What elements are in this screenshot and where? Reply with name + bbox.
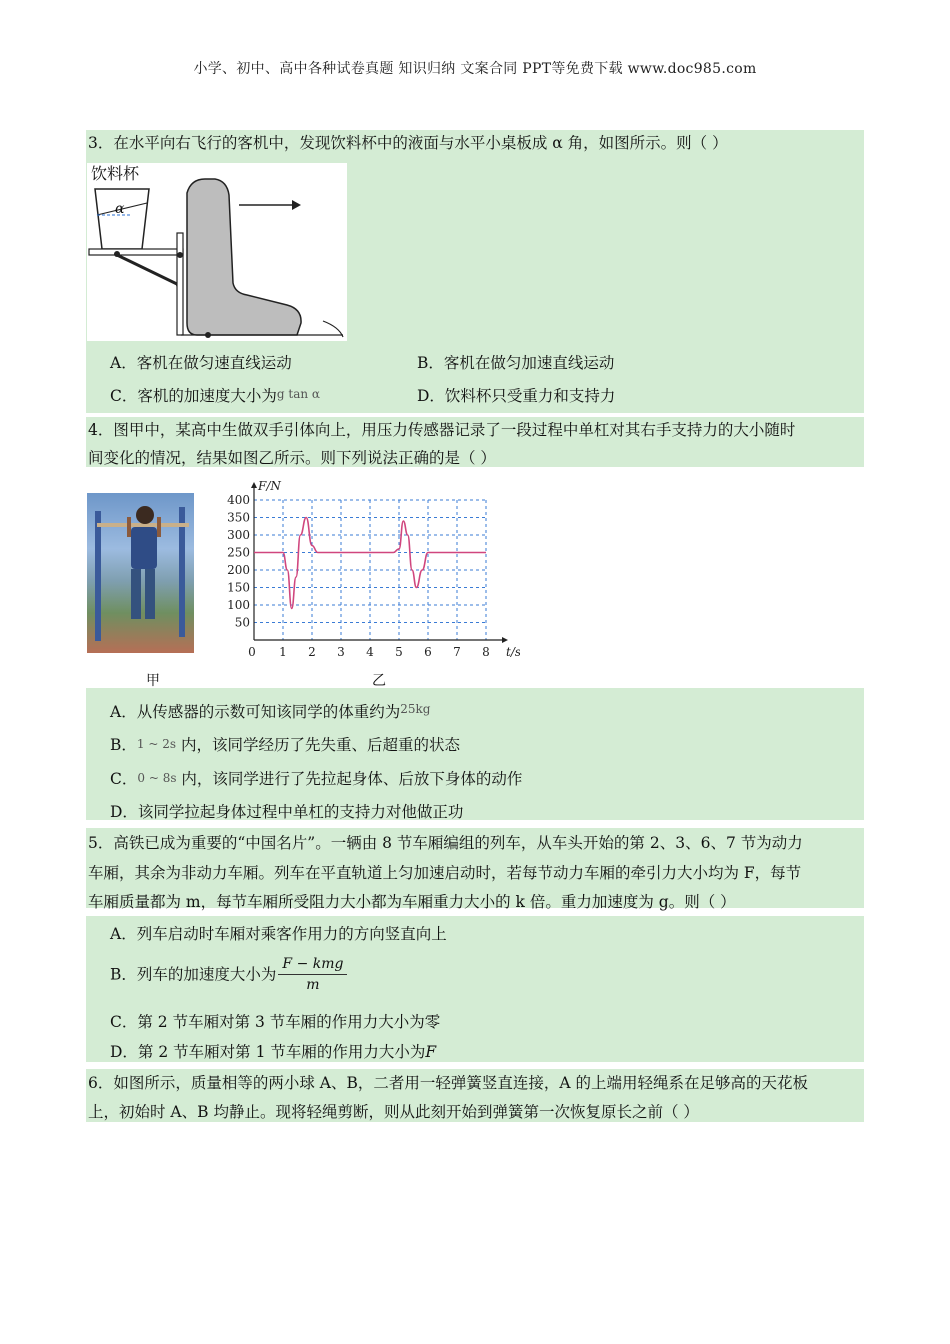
q3-stem: 3．在水平向右飞行的客机中，发现饮料杯中的液面与水平小桌板成 α 角，如图所示。则（ ） — [88, 134, 728, 152]
y-tick-label: 200 — [227, 563, 250, 577]
y-tick-label: 50 — [234, 615, 250, 630]
x-tick-label: 2 — [308, 645, 316, 659]
x-tick-label: 4 — [366, 645, 374, 659]
x-axis-label: t/s — [506, 645, 520, 659]
q3-figure-label: 饮料杯 — [91, 164, 140, 183]
x-tick-label: 6 — [424, 645, 432, 659]
q5-option-b-text: B．列车的加速度大小为 — [110, 965, 277, 984]
q4-figure-label-yi: 乙 — [372, 673, 386, 689]
q3-option-b: B．客机在做匀加速直线运动 — [417, 354, 615, 372]
q4-option-b-prefix: B． — [110, 736, 137, 754]
q4-option-b-text: 内，该同学经历了先失重、后超重的状态 — [176, 736, 460, 754]
q5-stem-line2: 车厢，其余为非动力车厢。列车在平直轨道上匀加速启动时，若每节动力车厢的牵引力大小均为 F，每节 — [88, 864, 802, 882]
q5-stem-line3: 车厢质量都为 m，每节车厢所受阻力大小都为车厢重力大小的 k 倍。重力加速度为 g。则（ ） — [88, 893, 736, 911]
q3-alpha-label: α — [115, 201, 125, 217]
q5-option-b-fraction — [278, 954, 347, 995]
y-tick-label: 300 — [227, 528, 250, 542]
y-tick-label: 350 — [227, 510, 250, 525]
q3-option-c-text: C．客机的加速度大小为 — [110, 387, 277, 405]
q5-option-b-numerator: F − kmg — [278, 954, 347, 975]
q5-option-a: A．列车启动时车厢对乘客作用力的方向竖直向上 — [110, 925, 447, 943]
force-time-chart — [224, 478, 520, 662]
q4-stem-line2: 间变化的情况，结果如图乙所示。则下列说法正确的是（ ） — [88, 449, 496, 467]
q3-option-a: A．客机在做匀速直线运动 — [110, 354, 292, 372]
q5-stem-line1: 5．高铁已成为重要的“中国名片”。一辆由 8 节车厢编组的列车，从车头开始的第 2、3、6、7 节为动力 — [88, 834, 803, 852]
y-axis-label: F/N — [258, 479, 281, 493]
y-tick-label: 150 — [227, 580, 250, 595]
q4-option-c-prefix: C． — [110, 770, 138, 788]
y-tick-label: 250 — [227, 545, 250, 560]
q3-option-c — [110, 386, 320, 407]
q5-option-b-denominator: m — [306, 977, 320, 993]
y-tick-label: 400 — [227, 493, 250, 507]
x-tick-label: 0 — [248, 645, 256, 659]
q5-option-c: C．第 2 节车厢对第 3 节车厢的作用力大小为零 — [110, 1013, 441, 1031]
page-header: 小学、初中、高中各种试卷真题 知识归纳 文案合同 PPT等免费下载 www.doc985.com — [193, 61, 757, 77]
q6-stem-line1: 6．如图所示，质量相等的两小球 A、B，二者用一轻弹簧竖直连接，A 的上端用轻绳系在足够高的天花板 — [88, 1074, 808, 1092]
y-tick-label: 100 — [227, 598, 250, 612]
q4-option-d: D．该同学拉起身体过程中单杠的支持力对他做正功 — [110, 803, 464, 821]
x-tick-label: 3 — [337, 645, 345, 659]
q4-option-c-text: 内，该同学进行了先拉起身体、后放下身体的动作 — [176, 770, 523, 788]
q6-stem-line2: 上，初始时 A、B 均静止。现将轻绳剪断，则从此刻开始到弹簧第一次恢复原长之前（ ） — [88, 1103, 699, 1121]
q4-figure-label-jia: 甲 — [146, 673, 160, 689]
q4-option-b-math: 1 ~ 2s — [136, 737, 177, 751]
y-axis-arrow — [251, 482, 257, 488]
q3-option-c-math: g tan α — [276, 387, 320, 401]
x-axis-arrow — [502, 637, 508, 643]
q3-option-d: D．饮料杯只受重力和支持力 — [417, 387, 616, 405]
q5-option-b — [110, 954, 347, 995]
q4-stem-line1: 4．图甲中，某高中生做双手引体向上，用压力传感器记录了一段过程中单杠对其右手支持力的大小随时 — [88, 421, 796, 439]
q5-option-d — [110, 1042, 436, 1062]
q5-option-d-math: F — [425, 1043, 437, 1061]
x-tick-label: 1 — [279, 645, 287, 659]
x-tick-label: 5 — [395, 645, 403, 659]
q3-figure — [87, 163, 347, 341]
x-tick-label: 7 — [453, 645, 461, 659]
q4-option-a — [110, 702, 430, 723]
q4-option-c — [110, 769, 522, 790]
pull-up-photo — [87, 493, 194, 653]
q4-option-b — [110, 735, 460, 756]
q4-option-a-text: A．从传感器的示数可知该同学的体重约为 — [110, 703, 401, 721]
q4-option-c-math: 0 ~ 8s — [137, 771, 177, 785]
q5-option-d-text: D．第 2 节车厢对第 1 节车厢的作用力大小为 — [110, 1043, 426, 1061]
q4-option-a-math: 25kg — [400, 702, 431, 716]
x-tick-label: 8 — [482, 645, 490, 659]
